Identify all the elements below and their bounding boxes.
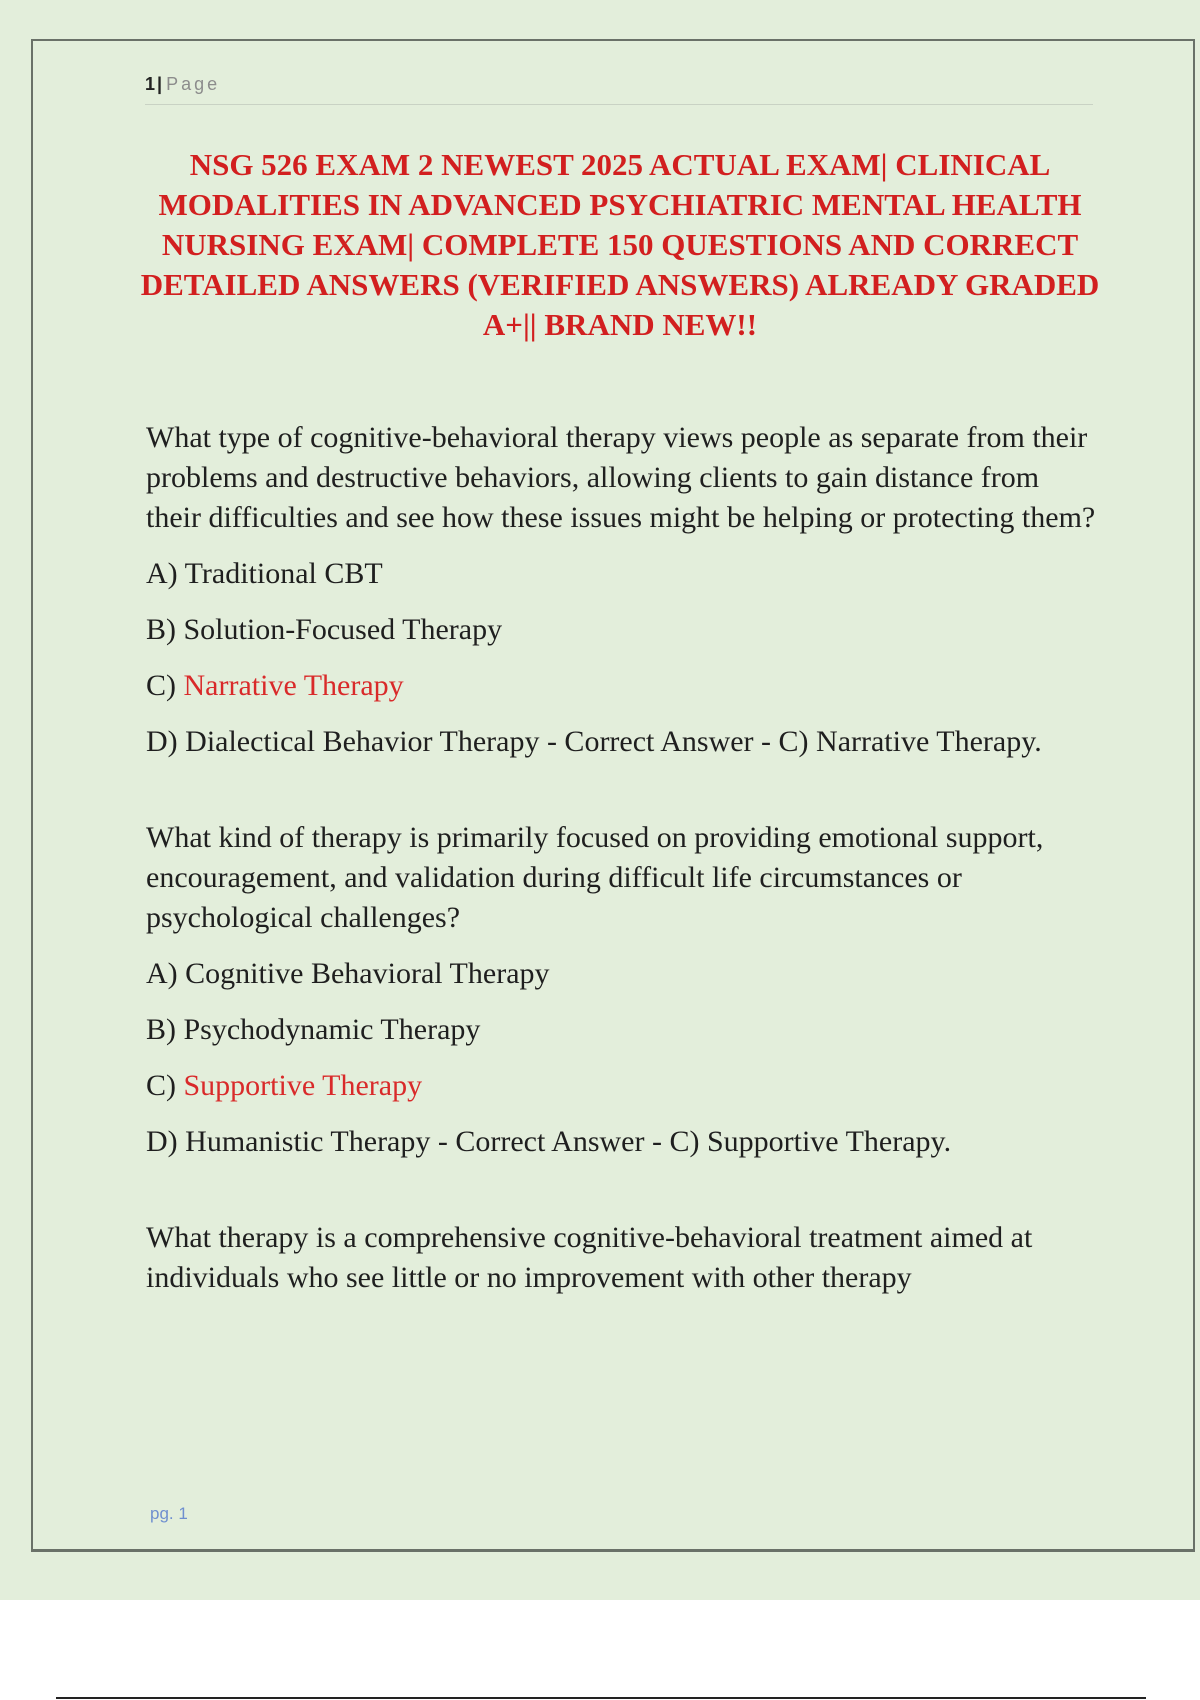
question-text: What kind of therapy is primarily focused on providing emotional support, encouragement, and validation during difficult life circumstances or psychological challenges?: [146, 821, 1044, 934]
question-1: [146, 418, 1096, 762]
option-a: A) Traditional CBT: [146, 557, 383, 590]
page-word: Page: [166, 74, 221, 94]
option-c: [146, 666, 1096, 706]
option-d: D) Dialectical Behavior Therapy - Correct Answer - C) Narrative Therapy.: [146, 725, 1042, 758]
page-separator: |: [157, 74, 163, 94]
option-b: B) Solution-Focused Therapy: [146, 613, 503, 646]
option-c-prefix: C): [146, 1069, 184, 1102]
option-c-prefix: C): [146, 669, 184, 702]
question-text: What therapy is a comprehensive cognitive-behavioral treatment aimed at individuals who see little or no improvement with other therapy: [146, 1221, 1033, 1294]
option-c: [146, 1066, 1096, 1106]
correct-answer-highlight: Supportive Therapy: [183, 1069, 423, 1102]
page-header: [145, 74, 1093, 105]
option-d: D) Humanistic Therapy - Correct Answer - C) Supportive Therapy.: [146, 1125, 952, 1158]
question-text: What type of cognitive-behavioral therapy views people as separate from their problems and destructive behaviors, allowing clients to gain distance from their difficulties and see how these issues might be helping or protecting them?: [146, 421, 1096, 534]
document-title: NSG 526 EXAM 2 NEWEST 2025 ACTUAL EXAM| CLINICAL MODALITIES IN ADVANCED PSYCHIATRIC MENTAL HEALTH NURSING EXAM| COMPLETE 150 QUESTIONS AND CORRECT DETAILED ANSWERS (VERIFIED ANSWERS) ALREADY GRADED A+|| BRAND NEW!!: [140, 147, 1100, 342]
question-3: [146, 1218, 1096, 1298]
page-number: 1: [145, 74, 156, 94]
question-2: [146, 818, 1096, 1162]
page-footer: pg. 1: [150, 1504, 188, 1523]
option-b: B) Psychodynamic Therapy: [146, 1013, 481, 1046]
correct-answer-highlight: Narrative Therapy: [183, 669, 404, 702]
bottom-rule: [56, 1697, 1146, 1699]
option-a: A) Cognitive Behavioral Therapy: [146, 957, 550, 990]
question-list: [146, 418, 1096, 1298]
